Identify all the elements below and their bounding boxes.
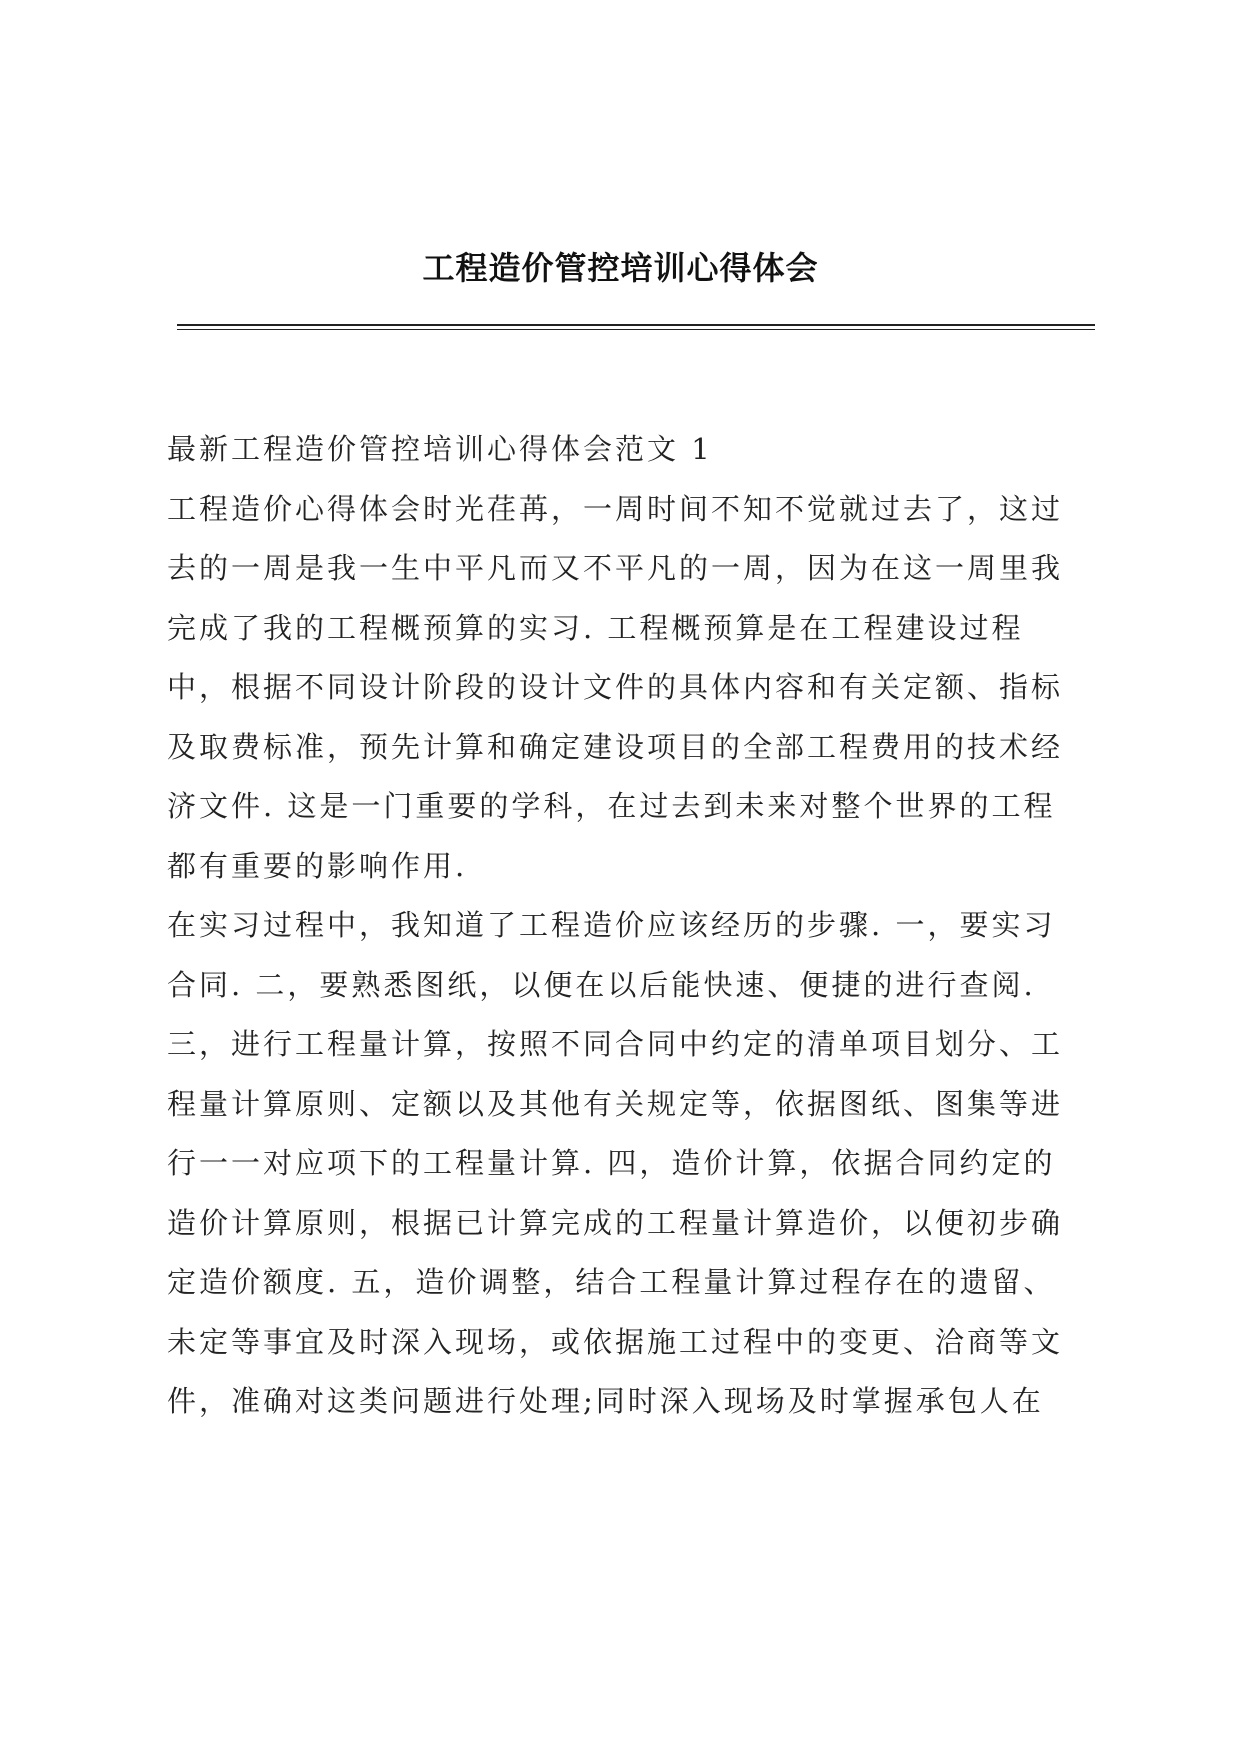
section-heading-text: 最新工程造价管控培训心得体会范文 1: [167, 432, 713, 466]
document-body: [167, 420, 1095, 1432]
paragraph-line: 未定等事宜及时深入现场，或依据施工过程中的变更、洽商等文: [167, 1324, 1064, 1359]
paragraph-line: 中，根据不同设计阶段的设计文件的具体内容和有关定额、指标: [167, 670, 1064, 704]
section-heading: [167, 420, 1095, 480]
paragraph-line: 行一一对应项下的工程量计算. 四，造价计算，依据合同约定的: [167, 1146, 1056, 1180]
paragraph-line: 及取费标准，预先计算和确定建设项目的全部工程费用的技术经: [167, 729, 1064, 764]
paragraph-line: 合同. 二，要熟悉图纸，以便在以后能快速、便捷的进行查阅.: [167, 967, 1036, 1002]
paragraph-line: 济文件. 这是一门重要的学科，在过去到未来对整个世界的工程: [167, 789, 1056, 823]
paragraph-line: 定造价额度. 五，造价调整，结合工程量计算过程存在的遗留、: [167, 1265, 1056, 1299]
paragraph-line: 都有重要的影响作用.: [167, 848, 468, 883]
paragraph-1: [167, 480, 1095, 897]
title-double-rule: [177, 324, 1095, 330]
paragraph-line: 程量计算原则、定额以及其他有关规定等，依据图纸、图集等进: [167, 1086, 1064, 1121]
paragraph-line: 在实习过程中，我知道了工程造价应该经历的步骤. 一，要实习: [167, 908, 1056, 942]
paragraph-line: 件，准确对这类问题进行处理;同时深入现场及时掌握承包人在: [167, 1384, 1044, 1418]
paragraph-line: 三，进行工程量计算，按照不同合同中约定的清单项目划分、工: [167, 1027, 1064, 1061]
paragraph-line: 工程造价心得体会时光荏苒，一周时间不知不觉就过去了，这过: [167, 491, 1064, 526]
paragraph-line: 去的一周是我一生中平凡而又不平凡的一周，因为在这一周里我: [167, 551, 1064, 585]
paragraph-2: [167, 896, 1095, 1432]
paragraph-line: 造价计算原则，根据已计算完成的工程量计算造价，以便初步确: [167, 1205, 1064, 1240]
paragraph-line: 完成了我的工程概预算的实习. 工程概预算是在工程建设过程: [167, 610, 1024, 645]
document-title: 工程造价管控培训心得体会: [422, 249, 819, 287]
